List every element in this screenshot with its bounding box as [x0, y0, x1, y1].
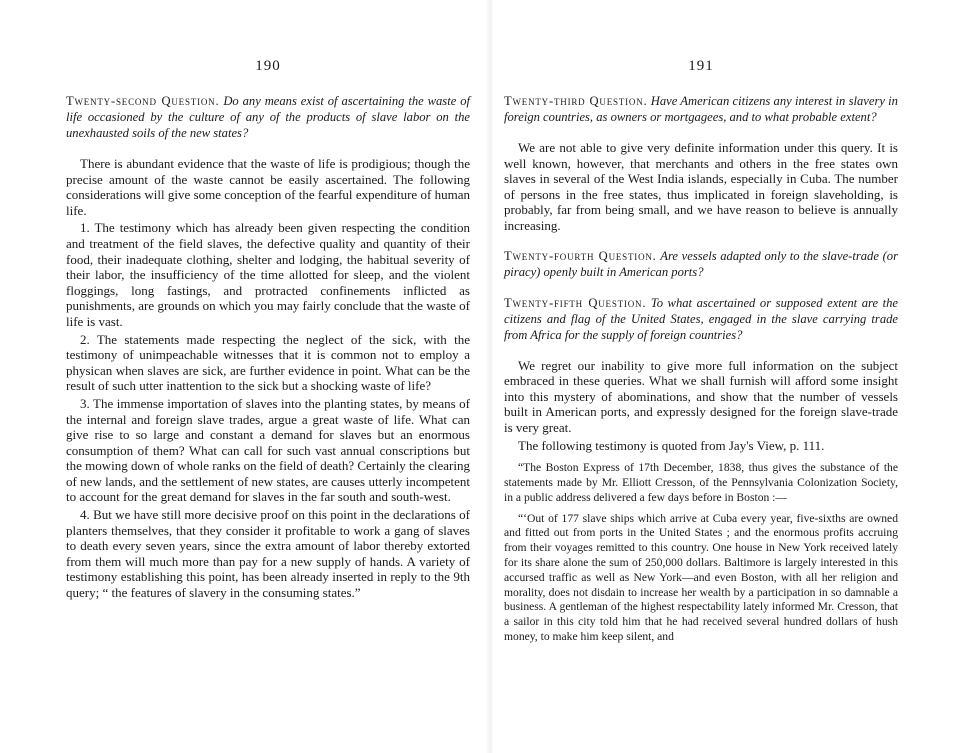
question-24: [504, 248, 898, 280]
right-page: [490, 0, 980, 753]
question-25: [504, 295, 898, 343]
question-label: Twenty-second Question.: [66, 94, 220, 108]
paragraph-2: 2. The statements made respecting the neglect of the sick, with the testimony of unimpeachable witnesses that it is common not to employ a physican when slaves are sick, are further evidence in point. What can be the result of such utter inattention to the sick but a shocking waste of life?: [66, 331, 470, 394]
question-text: Do any means exist of ascertaining the waste of life occasioned by the culture of any of the products of slave labor on the unexhausted soils of the new states?: [66, 94, 470, 140]
quote-boston-express: “The Boston Express of 17th December, 1838, thus gives the substance of the statements made by Mr. Elliott Cresson, of the Pennsylvania Colonization Society, in a public address delivered a few days before in Boston :—: [504, 461, 898, 504]
question-text: Have American citizens any interest in slavery in foreign countries, as owners or mortgagees, and to what probable extent?: [504, 94, 898, 124]
paragraph-1: 1. The testimony which has already been given respecting the condition and treatment of the field slaves, the defective quality and quantity of their food, their inadequate clothing, shelter and lodging, the habitual severity of their labor, the insufficiency of the time allotted for sleep, and the violent floggings, long fastings, and protracted confinements inflicted as punishments, are grounds on which you may fairly conclude that the waste of life is vast.: [66, 220, 470, 329]
question-23: [504, 93, 898, 125]
question-text: Are vessels adapted only to the slave-trade (or piracy) openly built in American ports?: [504, 248, 898, 279]
page-number: 190: [255, 58, 281, 74]
answer-25: We regret our inability to give more full information on the subject embraced in these queries. What we shall furnish will afford some insight into this mystery of abominations, and show that the number of vessels built in American ports, and expressly designed for the foreign slave-trade is very great.: [504, 357, 898, 435]
paragraph-3: 3. The immense importation of slaves into the planting states, by means of the internal and foreign slave trades, argue a great waste of life. What can give rise to so large and constant a demand for slaves but an enormous consumption of them? What can call for such vast annual conscriptions but the mowing down of whole ranks on the field of death? Certainly the clearing of new lands, and the settlement of new states, are causes utterly incompetent to account for the great demand for slaves in the far south and south-west.: [66, 395, 470, 505]
paragraph-4: 4. But we have still more decisive proof on this point in the declarations of planters themselves, that they consider it profitable to work a gang of slaves to death every seven years, since the extra amount of labor thereby extorted from them will much more than pay for a new supply of hands. A variety of testimony establishing this point, has been already inserted in reply to the 9th query; “ the features of slavery in the consuming states.”: [66, 507, 470, 601]
page-number: 191: [688, 58, 714, 74]
paragraph-intro: There is abundant evidence that the waste of life is prodigious; though the precise amount of the waste cannot be easily ascertained. The following considerations will give some conception of the fearful expenditure of human life.: [66, 156, 470, 218]
spacer: [504, 234, 898, 248]
question-22: [66, 93, 470, 141]
question-label: Twenty-fifth Question.: [504, 295, 647, 310]
testimony-intro: The following testimony is quoted from Jay's View, p. 111.: [518, 437, 825, 453]
question-text: To what ascertained or supposed extent are the citizens and flag of the United States, engaged in the slave carrying trade from Africa for the supply of foreign countries?: [504, 295, 898, 342]
quote-slave-ships: “‘Out of 177 slave ships which arrive at Cuba every year, five-sixths are owned and fitted out from ports in the United States ; and the enormous profits accruing from their voyages remitted to this country. One house in New York received lately for its share alone the sum of 250,000 dollars. Baltimore is largely interested in this accursed traffic as well as New York—and even Boston, with all her religion and morality, does not disdain to increase her wealth by a participation in so damnable a business. A gentleman of the highest respectability lately informed Mr. Cresson, that a sailor in this city told him that he had received several hundred dollars of hush money, to make him keep silent, and: [504, 511, 898, 643]
question-label: Twenty-fourth Question.: [504, 248, 657, 263]
answer-23: We are not able to give very definite information under this query. It is well known, however, that merchants and others in the free states own slaves in several of the West India islands, especially in Cuba. The number of persons in the free states, thus implicated in foreign slaveholding, is probably, far from being small, and we have reason to believe is annually increasing.: [504, 140, 898, 233]
question-label: Twenty-third Question.: [504, 94, 648, 108]
